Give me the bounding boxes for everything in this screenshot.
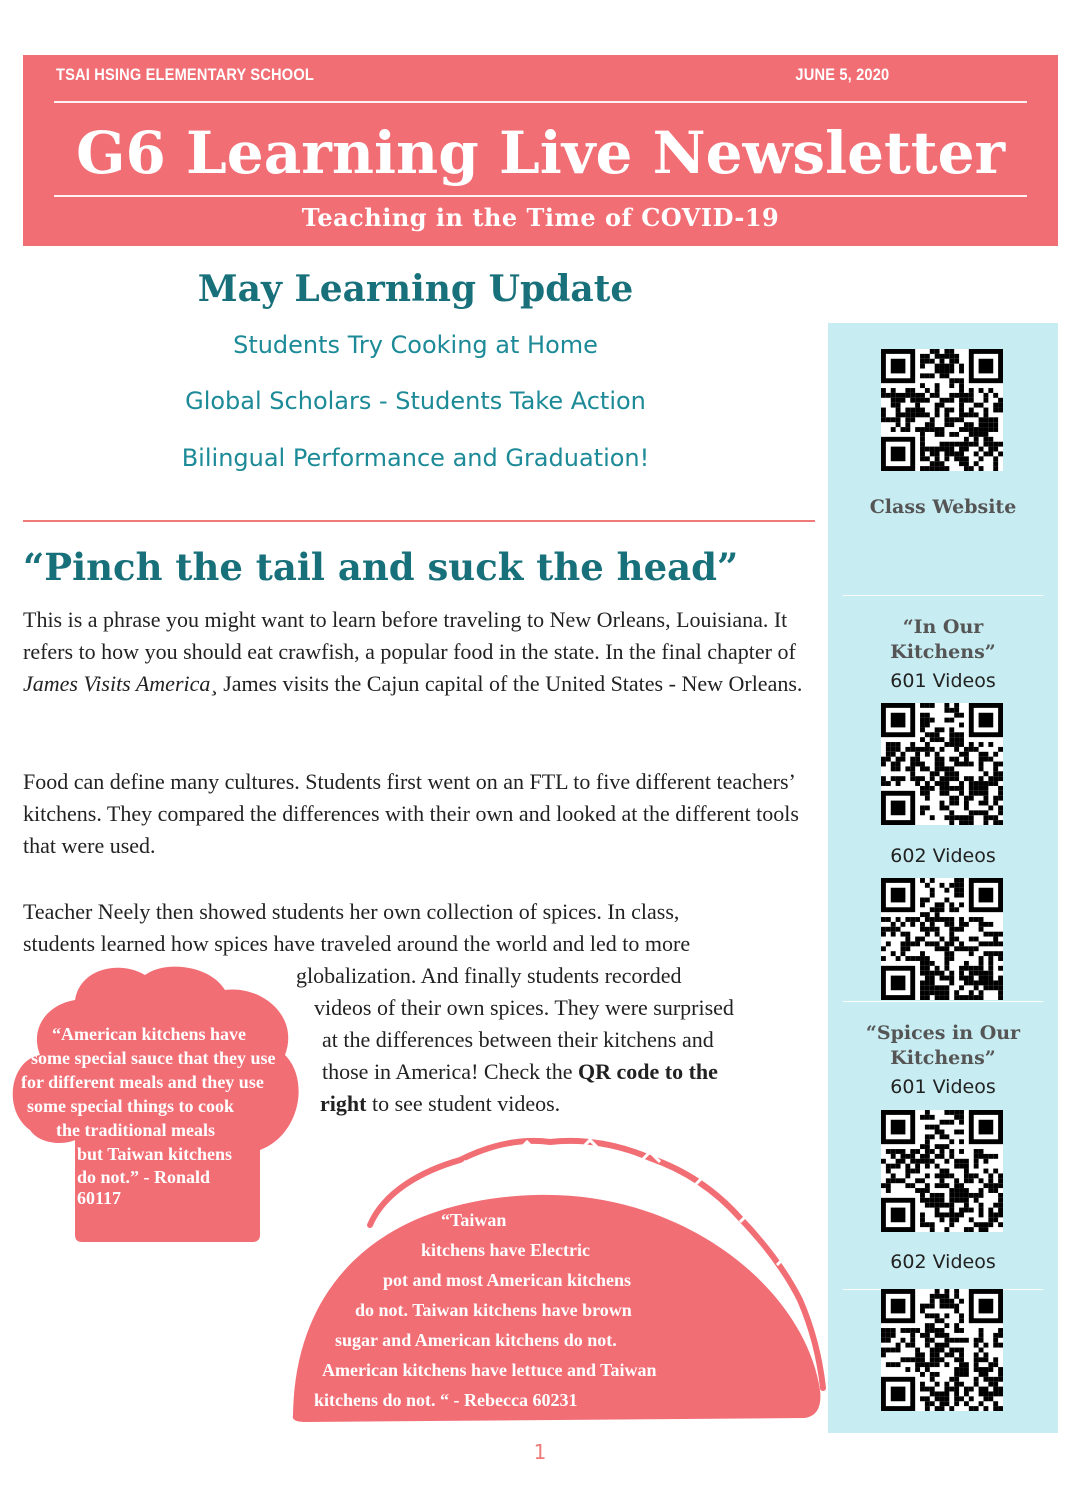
quote-line: for different meals and they use [21,1072,264,1092]
class-website-qr-code[interactable] [881,349,1003,471]
kitchens-602-qr-code[interactable] [881,878,1003,1000]
video-label-602: 602 Videos [890,845,996,867]
kitchens-section-title: “In Our Kitchens” [890,616,996,663]
video-label-601: 601 Videos [890,670,996,692]
newsletter-subtitle: Teaching in the Time of COVID-19 [301,203,780,232]
sidebar-divider [843,1001,1043,1002]
header-divider [54,101,1027,103]
quote-line: “Taiwan [441,1210,507,1230]
issue-date: JUNE 5, 2020 [795,65,890,84]
quote-line: sugar and American kitchens do not. [335,1330,617,1350]
book-title: James Visits America¸ [23,671,218,696]
quote-line: but Taiwan kitchens [77,1144,233,1164]
newsletter-title: G6 Learning Live Newsletter [75,119,1006,187]
paragraph-line: students learned how spices have traveled around the world and led to more [23,931,691,956]
spices-601-qr-code[interactable] [881,1110,1003,1232]
quote-line: pot and most American kitchens [383,1270,632,1290]
paragraph-text: James visits the Cajun capital of the United States - New Orleans. [217,671,803,696]
header-divider [54,195,1027,197]
article-paragraph: Food can define many cultures. Students first went on an FTL to five different teachers’ kitchens. They compared the differences with their own and looked at the different tools that were used. [23,769,799,858]
school-name: TSAI HSING ELEMENTARY SCHOOL [56,65,314,84]
quote-line: do not. Taiwan kitchens have brown [355,1300,632,1320]
quote-line: kitchens have Electric [421,1240,590,1260]
video-label-602: 602 Videos [890,1251,996,1273]
kitchens-601-qr-code[interactable] [881,703,1003,825]
spices-602-qr-code[interactable] [881,1289,1003,1411]
qr-reference: QR code to the [577,1059,718,1084]
paragraph-line [320,1088,560,1120]
qr-sidebar [828,323,1058,1433]
paragraph-text: those in America! Check the [322,1059,578,1084]
quote-line: some special things to cook [27,1096,234,1116]
sidebar-divider [843,595,1043,596]
quote-line: kitchens do not. “ - Rebecca 60231 [314,1390,578,1410]
update-title: May Learning Update [197,268,634,310]
update-item: Students Try Cooking at Home [233,331,598,359]
class-website-label: Class Website [869,496,1017,518]
paragraph-text: This is a phrase you might want to learn before traveling to New Orleans, Louisiana. It refers to how you should eat crawfish, a popular food in the state. In the final chapter of [23,607,796,664]
paragraph-line: at the differences between their kitchens and [322,1027,714,1052]
section-divider [23,520,815,522]
qr-reference: right [320,1091,367,1116]
header-top-row [56,65,889,85]
paragraph-text: to see student videos. [366,1091,561,1116]
quote-line: 60117 [77,1188,122,1208]
article-paragraph [23,604,813,700]
quote-line: some special sauce that they use [31,1048,276,1068]
paragraph-line: globalization. And finally students recorded [296,963,682,988]
spices-section-title: “Spices in Our Kitchens” [865,1022,1021,1069]
paragraph-line: Teacher Neely then showed students her own collection of spices. In class, [23,899,680,924]
page-number: 1 [533,1440,547,1464]
article-title: “Pinch the tail and suck the head” [23,545,739,589]
video-label-601: 601 Videos [890,1076,996,1098]
update-item: Bilingual Performance and Graduation! [181,444,650,472]
update-item: Global Scholars - Students Take Action [185,387,646,415]
quote-line: American kitchens have lettuce and Taiwan [322,1360,657,1380]
paragraph-line [322,1056,718,1088]
quote-line: “American kitchens have [52,1024,246,1044]
paragraph-line: videos of their own spices. They were surprised [314,995,734,1020]
newsletter-header [23,55,1058,246]
quote-line: do not.” - Ronald [77,1167,211,1187]
quote-line: the traditional meals [56,1120,215,1140]
